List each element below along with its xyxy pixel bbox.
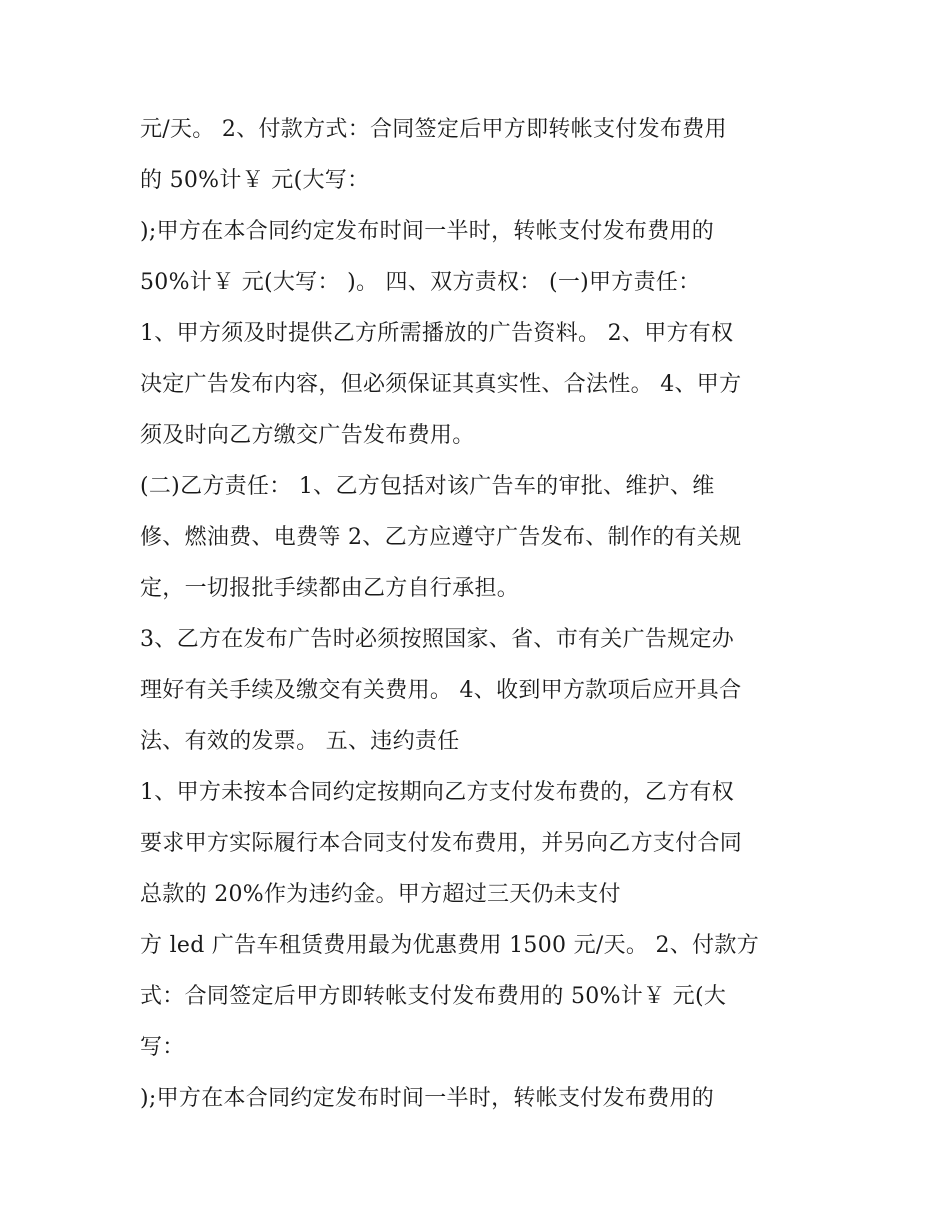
text-line-8: (二)乙方责任： 1、乙方包括对该广告车的审批、维护、维	[140, 474, 715, 499]
text-line-7: 须及时向乙方缴交广告发布费用。	[140, 423, 475, 448]
text-line-11: 3、乙方在发布广告时必须按照国家、省、市有关广告规定办	[140, 627, 735, 652]
text-line-6: 决定广告发布内容，但必须保证其真实性、合法性。 4、甲方	[140, 372, 742, 397]
text-line-5: 1、甲方须及时提供乙方所需播放的广告资料。 2、甲方有权	[140, 321, 734, 346]
text-line-10: 定，一切报批手续都由乙方自行承担。	[140, 576, 520, 601]
text-line-15: 要求甲方实际履行本合同支付发布费用，并另向乙方支付合同	[140, 831, 743, 856]
text-line-20: );甲方在本合同约定发布时间一半时，转帐支付发布费用的	[140, 1086, 715, 1111]
text-line-14: 1、甲方未按本合同约定按期向乙方支付发布费的，乙方有权	[140, 780, 735, 805]
text-line-2: 的 50%计￥ 元(大写：	[140, 168, 370, 193]
text-line-3: );甲方在本合同约定发布时间一半时，转帐支付发布费用的	[140, 219, 715, 244]
text-line-17: 方 led 广告车租赁费用最为优惠费用 1500 元/天。 2、付款方	[140, 933, 760, 958]
text-line-4: 50%计￥ 元(大写： )。 四、双方责权： (一)甲方责任：	[140, 270, 701, 295]
text-line-9: 修、燃油费、电费等 2、乙方应遵守广告发布、制作的有关规	[140, 525, 742, 550]
text-line-13: 法、有效的发票。 五、违约责任	[140, 729, 460, 754]
text-line-1: 元/天。 2、付款方式：合同签定后甲方即转帐支付发布费用	[140, 117, 727, 142]
text-line-16: 总款的 20%作为违约金。甲方超过三天仍未支付	[140, 882, 621, 907]
text-line-19: 写：	[140, 1035, 185, 1060]
text-line-12: 理好有关手续及缴交有关费用。 4、收到甲方款项后应开具合	[140, 678, 742, 703]
text-line-18: 式：合同签定后甲方即转帐支付发布费用的 50%计￥ 元(大	[140, 984, 727, 1009]
contract-text-body	[140, 104, 830, 1124]
